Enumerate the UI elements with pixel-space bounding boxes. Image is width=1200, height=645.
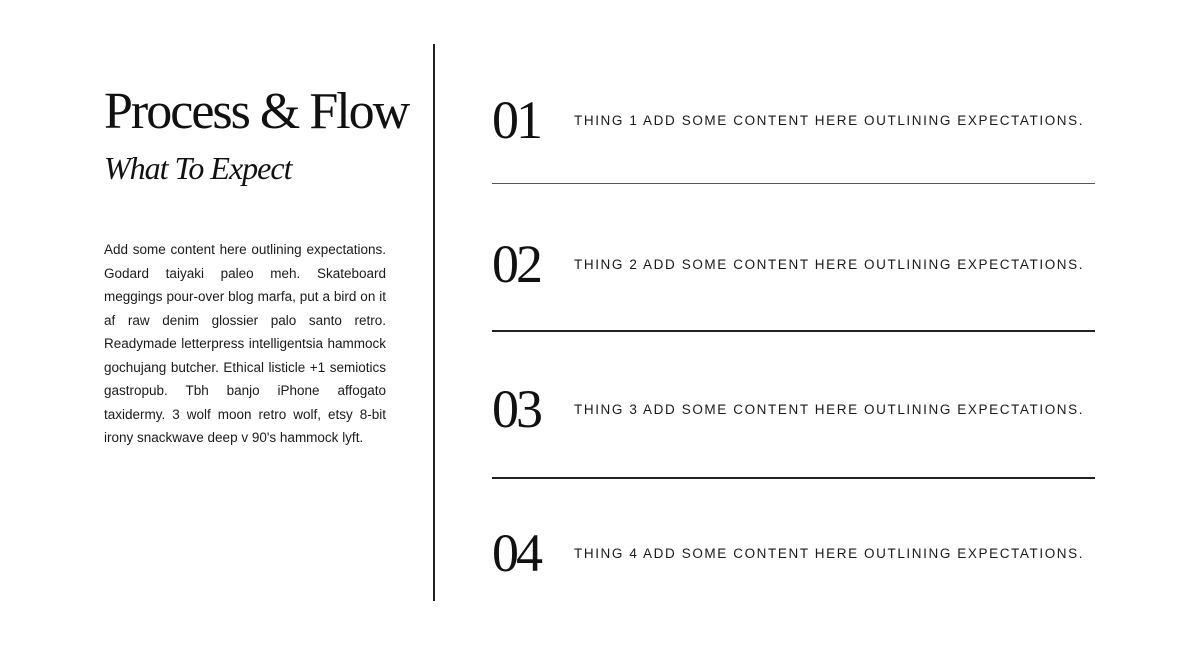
step-divider [492,477,1095,479]
step-item-1 [492,80,1095,160]
page-subtitle: What To Expect [104,150,292,186]
step-item-4 [492,513,1095,593]
step-text: THING 4 ADD SOME CONTENT HERE OUTLINING EXPECTATIONS. [574,545,1085,561]
page-title: Process & Flow [104,83,409,140]
intro-section [104,83,409,450]
step-number: 03 [492,379,540,439]
step-text: THING 2 ADD SOME CONTENT HERE OUTLINING EXPECTATIONS. [574,256,1085,272]
step-number: 02 [492,234,540,294]
intro-paragraph: Add some content here outlining expectations. Godard taiyaki paleo meh. Skateboard meggings pour-over blog marfa, put a bird on it af raw denim glossier palo santo retro. Readymade letterpress intelligentsia hammock gochujang butcher. Ethical listicle +1 semiotics gastropub. Tbh banjo iPhone affogato taxidermy. 3 wolf moon retro wolf, etsy 8-bit irony snackwave deep v 90's hammock lyft. [104,242,386,445]
step-item-3 [492,369,1095,449]
vertical-divider [433,44,435,601]
step-divider [492,330,1095,332]
step-divider [492,183,1095,184]
step-number: 04 [492,523,540,583]
step-text: THING 1 ADD SOME CONTENT HERE OUTLINING EXPECTATIONS. [574,112,1085,128]
step-number: 01 [492,90,540,150]
step-item-2 [492,224,1095,304]
steps-list [492,0,1095,645]
step-text: THING 3 ADD SOME CONTENT HERE OUTLINING EXPECTATIONS. [574,401,1085,417]
